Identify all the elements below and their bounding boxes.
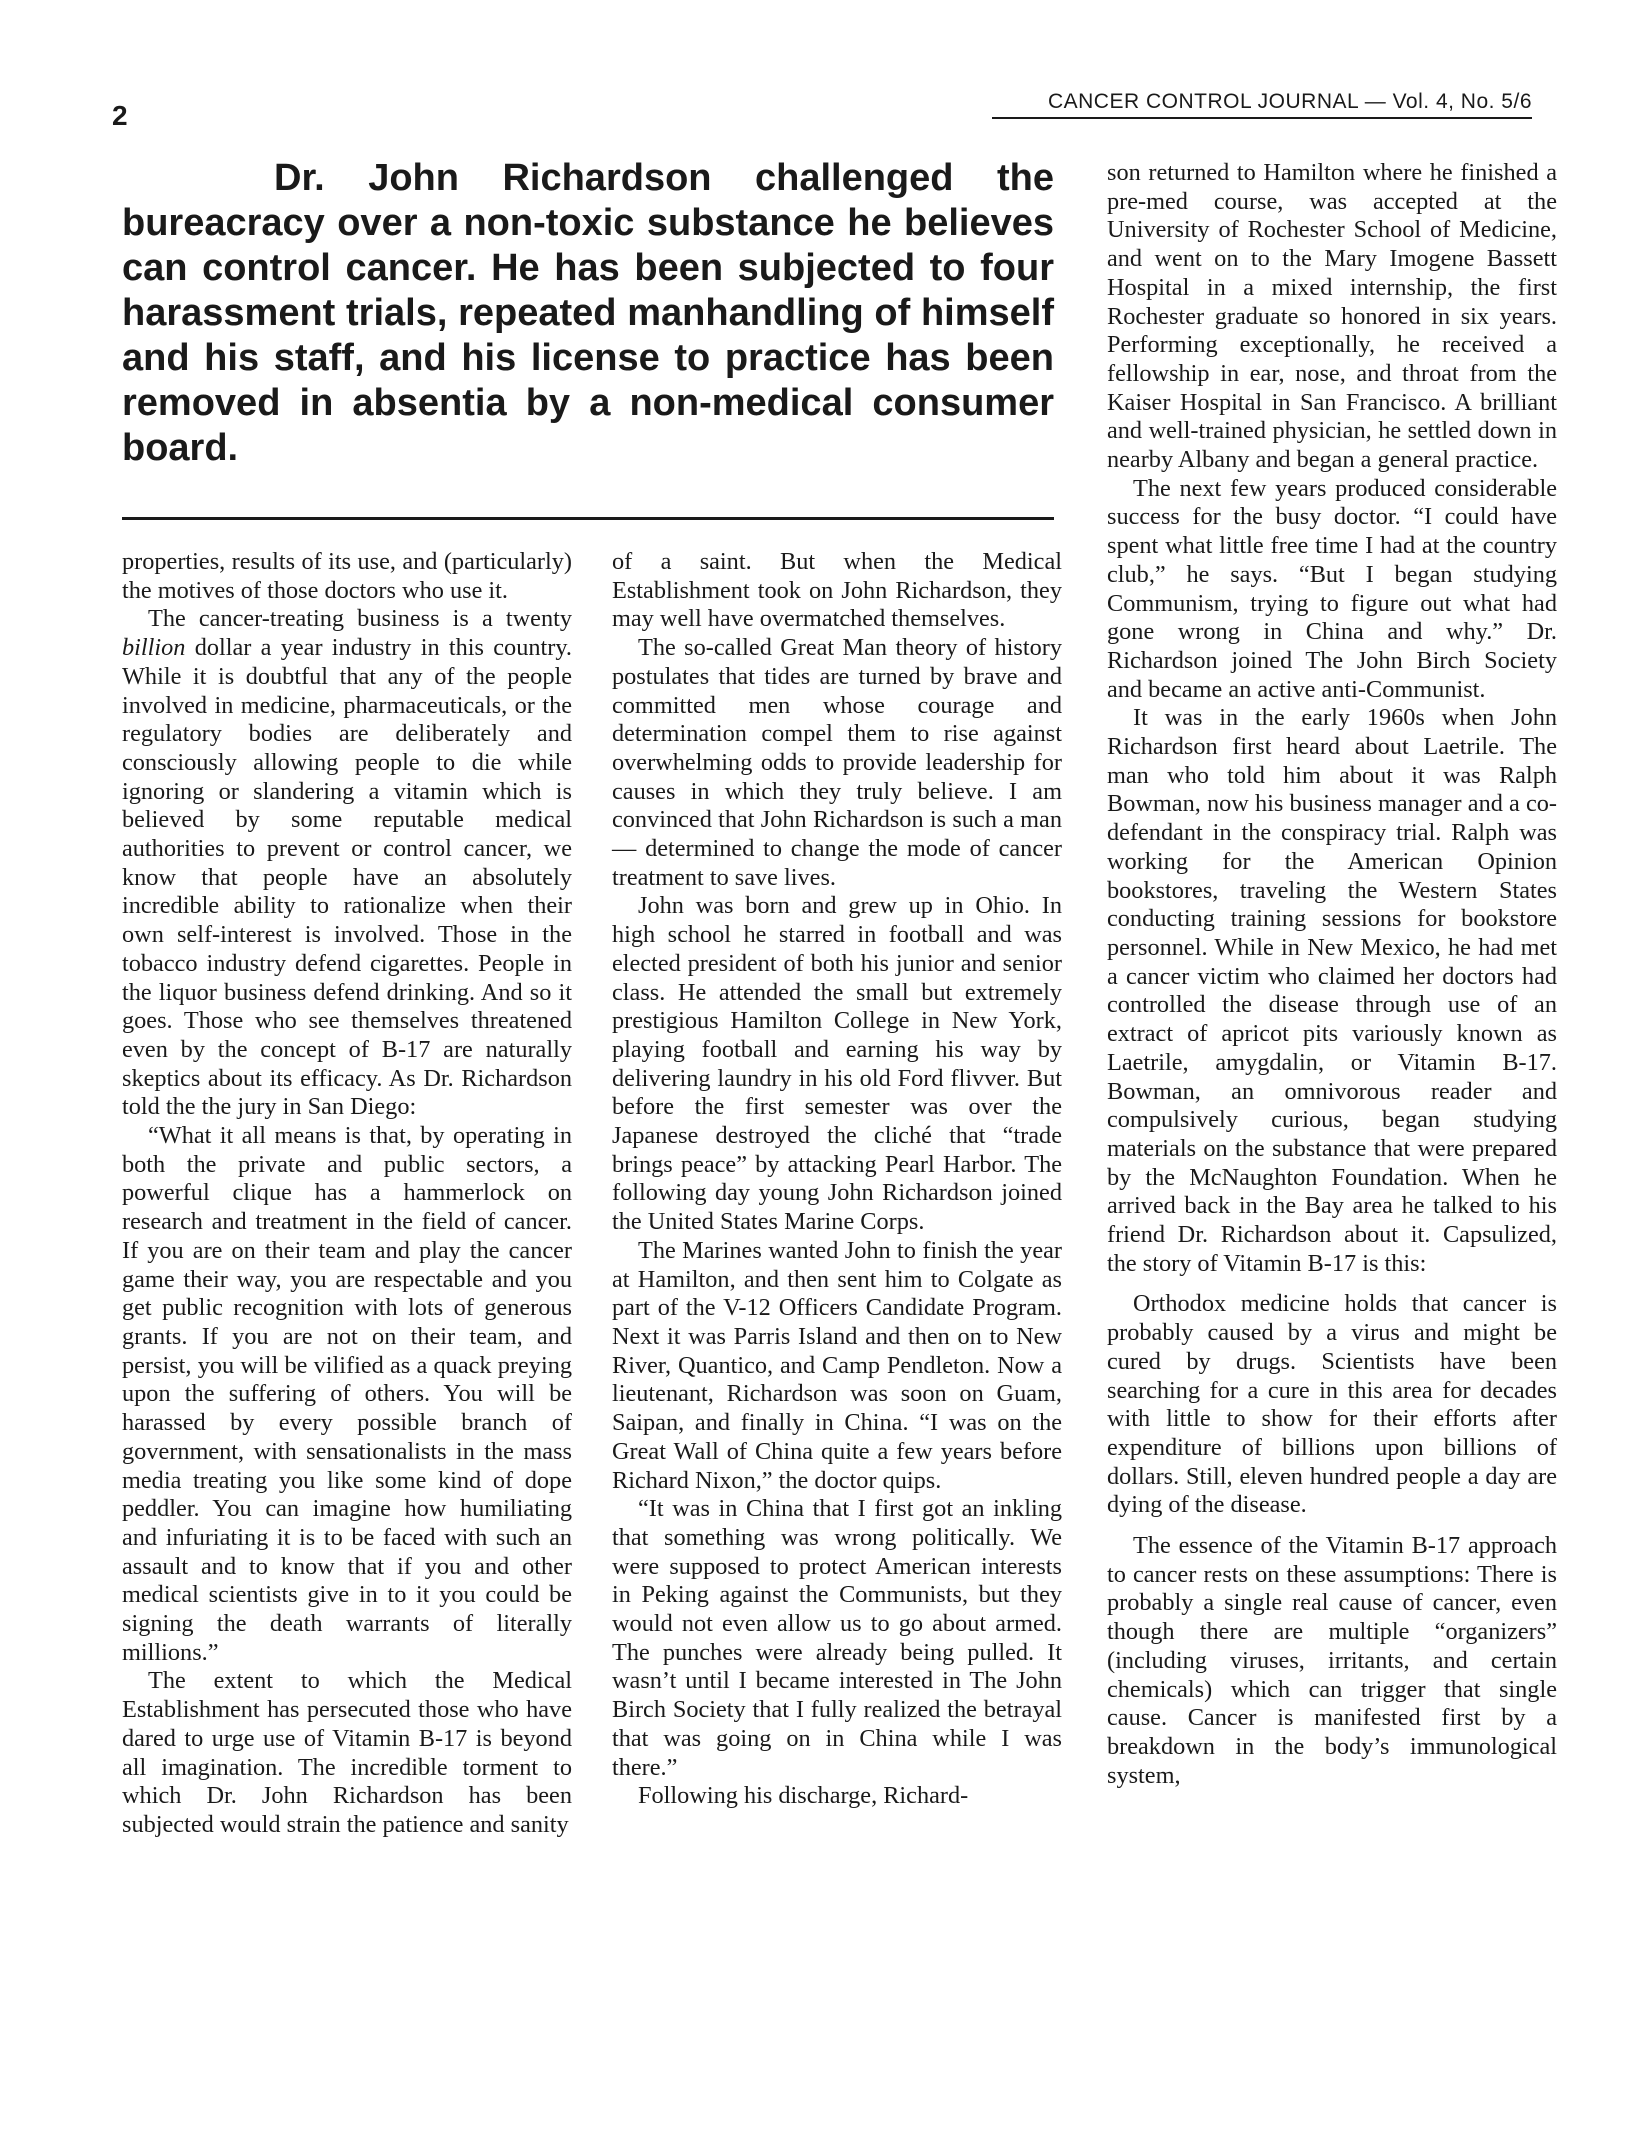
paragraph: It was in the early 1960s when John Richardson first heard about Laetrile. The man who told him about it was Ralph Bowman, now his business manager and a co-defendant in the conspiracy trial. Ralph was working for the American Opinion bookstores, traveling the Western States conducting training sessions for bookstore personnel. While in New Mexico, he had met a cancer victim who claimed her doctors had controlled the disease through use of an extract of apricot pits variously known as Laetrile, amygdalin, or Vitamin B-17. Bowman, an omnivorous reader and compulsively curious, began studying materials on the substance that were prepared by the McNaughton Foundation. When he arrived back in the Bay area he talked to his friend Dr. Richardson about it. Capsulized, the story of Vitamin B-17 is this: bbox=[1107, 704, 1557, 1277]
paragraph: The Marines wanted John to finish the year at Hamilton, and then sent him to Colgate as part of the V-12 Officers Candidate Program. Next it was Parris Island and then on to New River, Quantico, and Camp Pendleton. Now a lieutenant, Richardson was soon on Guam, Saipan, and finally in China. “I was on the Great Wall of China quite a few years before Richard Nixon,” the doctor quips. bbox=[612, 1236, 1062, 1494]
paragraph: son returned to Hamilton where he finished a pre-med course, was accepted at the University of Rochester School of Medicine, and went on to the Mary Imogene Bassett Hospital in a mixed internship, the first Rochester graduate so honored in six years. Performing exceptionally, he received a fellowship in ear, nose, and throat from the Kaiser Hospital in San Francisco. A brilliant and well-trained physician, he settled down in nearby Albany and began a general practice. bbox=[1107, 159, 1557, 474]
paragraph: John was born and grew up in Ohio. In high school he starred in football and was elected president of both his junior and senior class. He attended the small but extremely prestigious Hamilton College in New York, playing football and earning his way by delivering laundry in his old Ford flivver. But before the first semester was over the Japanese destroyed the cliché that “trade brings peace” by attacking Pearl Harbor. The following day young John Richardson joined the United States Marine Corps. bbox=[612, 892, 1062, 1236]
article-column-3 bbox=[1107, 159, 1557, 1790]
paragraph: The cancer-treating business is a twenty billion dollar a year industry in this country. While it is doubtful that any of the people involved in medicine, pharmaceuticals, or the regulatory bodies are deliberately and consciously allowing people to die while ignoring or slandering a vitamin which is believed by some reputable medical authorities to prevent or control cancer, we know that people have an absolutely incredible ability to rationalize when their own self-interest is involved. Those in the tobacco industry defend cigarettes. People in the liquor business defend drinking. And so it goes. Those who see themselves threatened even by the concept of B-17 are naturally skeptics about its efficacy. As Dr. Richardson told the the jury in San Diego: bbox=[122, 605, 572, 1121]
paragraph: The so-called Great Man theory of history postulates that tides are turned by brave and committed men whose courage and determination compel them to rise against overwhelming odds to provide leadership for causes in which they truly believe. I am convinced that John Richardson is such a man — determined to change the mode of cancer treatment to save lives. bbox=[612, 634, 1062, 891]
quote-paragraph: “What it all means is that, by operating in both the private and public sectors, a powerful clique has a hammerlock on research and treatment in the field of cancer. If you are on their team and play the cancer game their way, you are respectable and you get public recognition with lots of generous grants. If you are not on their team, and persist, you will be vilified as a quack preying upon the suffering of others. You will be harassed by every possible branch of government, with sensationalists in the mass media treating you like some kind of dope peddler. You can imagine how humiliating and infuriating it is to be faced with such an assault and to know that if you and other medical scientists give in to it you could be signing the death warrants of literally millions.” bbox=[122, 1122, 572, 1666]
page-number: 2 bbox=[112, 100, 128, 131]
article-column-2 bbox=[612, 548, 1062, 1811]
paragraph: properties, results of its use, and (particularly) the motives of those doctors who use it. bbox=[122, 548, 572, 604]
paragraph: of a saint. But when the Medical Establishment took on John Richardson, they may well have overmatched themselves. bbox=[612, 548, 1062, 633]
paragraph: Orthodox medicine holds that cancer is probably caused by a virus and might be cured by drugs. Scientists have been searching for a cure in this area for decades with little to show for their efforts after expenditure of billions upon billions of dollars. Still, eleven hundred people a day are dying of the disease. bbox=[1107, 1290, 1557, 1519]
paragraph: The essence of the Vitamin B-17 approach to cancer rests on these assumptions: There is probably a single real cause of cancer, even though there are multiple “organizers” (including viruses, irritants, and certain chemicals) which can trigger that single cause. Cancer is manifested first by a breakdown in the body’s immunological system, bbox=[1107, 1532, 1557, 1789]
quote-paragraph: “It was in China that I first got an inkling that something was wrong politically. We were supposed to protect American interests in Peking against the Communists, but they would not even allow us to go about armed. The punches were already being pulled. It wasn’t until I became interested in The John Birch Society that I fully realized the betrayal that was going on in China while I was there.” bbox=[612, 1495, 1062, 1781]
paragraph: The extent to which the Medical Establishment has persecuted those who have dared to urge use of Vitamin B-17 is beyond all imagination. The incredible torment to which Dr. John Richardson has been subjected would strain the patience and sanity bbox=[122, 1667, 572, 1838]
running-header: CANCER CONTROL JOURNAL — Vol. 4, No. 5/6 bbox=[992, 90, 1532, 119]
article-column-1 bbox=[122, 548, 572, 1840]
paragraph: Following his discharge, Richard- bbox=[638, 1782, 969, 1810]
headline-rule bbox=[122, 517, 1054, 520]
paragraph: The next few years produced considerable success for the busy doctor. “I could have spent what little free time I had at the country club,” he says. “But I began studying Communism, trying to figure out what had gone wrong in China and why.” Dr. Richardson joined The John Birch Society and became an active anti-Communist. bbox=[1107, 474, 1557, 703]
headline: Dr. John Richardson challenged the bureacracy over a non-toxic substance he believes can control cancer. He has been subjected to four harassment trials, repeated manhandling of himself and his staff, and his license to practice has been removed in absentia by a non-medical consumer board. bbox=[122, 157, 1054, 469]
emphasis: billion bbox=[122, 634, 186, 662]
